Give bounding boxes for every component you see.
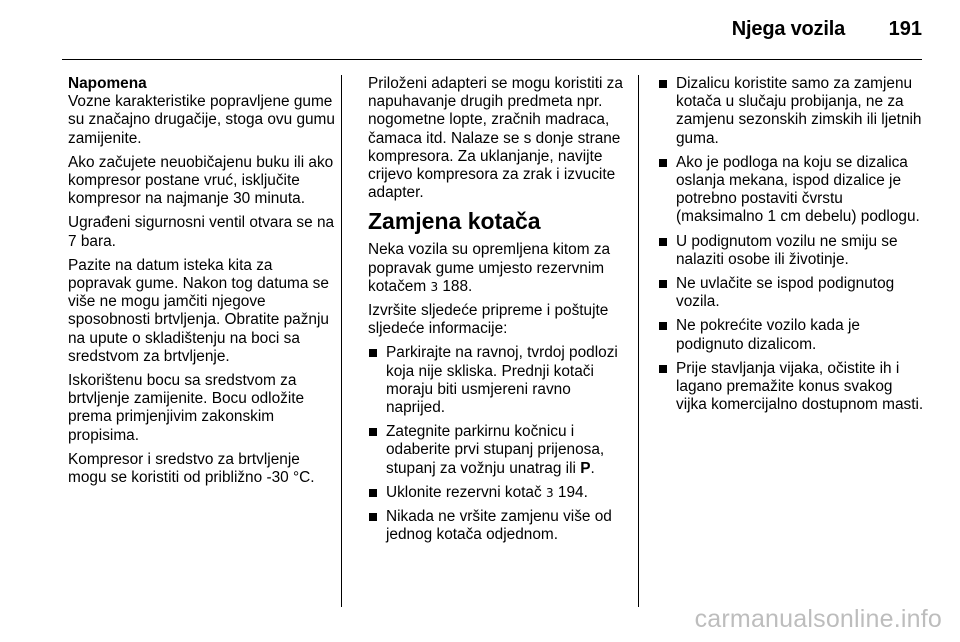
page-header [0, 0, 960, 60]
bullet-square-icon [659, 238, 667, 246]
column-2 [368, 75, 632, 550]
list-item: Ako je podloga na koju se dizalica oslanja mekana, ispod dizalice je potrebno postaviti čvrstu (maksimalno 1 cm debelu) podlogu. [658, 154, 924, 227]
paragraph: Ugrađeni sigurnosni ventil otvara se na 7 bara. [68, 214, 335, 250]
bullet-square-icon [659, 80, 667, 88]
page-number: 191 [888, 18, 922, 40]
list-item: Ne uvlačite se ispod podignutog vozila. [658, 275, 924, 311]
watermark: carmanualsonline.info [694, 605, 942, 633]
bullet-square-icon [369, 349, 377, 357]
paragraph: Pazite na datum isteka kita za popravak gume. Nakon tog datuma se više ne mogu jamčiti njegove sposobnosti brtvljenja. Obratite pažnju na upute o skladištenju na boci sa sredstvom za brtvljenje. [68, 256, 329, 365]
list-item: Uklonite rezervni kotač 3 194. [368, 484, 632, 502]
paragraph: Izvršite sljedeće pripreme i poštujte sljedeće informacije: [368, 302, 609, 338]
paragraph: Kompresor i sredstvo za brtvljenje mogu se koristiti od približno -30 °C. [68, 450, 315, 487]
column-divider-1 [341, 75, 342, 607]
bullet-square-icon [659, 159, 667, 167]
list-item: U podignutom vozilu ne smiju se nalaziti osobe ili životinje. [658, 233, 924, 269]
bullet-list [368, 344, 632, 544]
note-title: Napomena [68, 75, 147, 92]
list-item: Prije stavljanja vijaka, očistite ih i lagano premažite konus svakog vijka komercijalno dostupnom masti. [658, 360, 924, 415]
list-item: Dizalicu koristite samo za zamjenu kotača u slučaju probijanja, ne za zamjenu sezonskih zimskih ili ljetnih guma. [658, 75, 924, 148]
paragraph-text: Neka vozila su opremljena kitom za popravak gume umjesto rezervnim kotačem [368, 241, 611, 295]
page-reference-icon: 3 [430, 279, 439, 294]
bullet-square-icon [659, 365, 667, 373]
gear-letter: P [580, 459, 591, 477]
page-reference[interactable]: 194. [557, 483, 588, 501]
bullet-list [658, 75, 924, 414]
list-item: Ne pokrećite vozilo kada je podignuto dizalicom. [658, 317, 924, 353]
list-item: Zategnite parkirnu kočnicu i odaberite prvi stupanj prijenosa, stupanj za vožnju unatrag ili P. [368, 423, 632, 478]
paragraph [368, 241, 632, 296]
list-item: Nikada ne vršite zamjenu više od jednog kotača odjednom. [368, 508, 632, 544]
bullet-square-icon [659, 322, 667, 330]
bullet-square-icon [659, 280, 667, 288]
section-heading: Zamjena kotača [368, 208, 541, 235]
paragraph: Priloženi adapteri se mogu koristiti za napuhavanje drugih predmeta npr. nogometne lopte, zračnih madraca, čamaca itd. Nalaze se s donje strane kompresora. Za uklanjanje, navijte crijevo kompresora za zrak i izvucite adapter. [368, 75, 623, 202]
bullet-square-icon [369, 428, 377, 436]
column-1 [68, 75, 336, 493]
bullet-square-icon [369, 489, 377, 497]
paragraph: Ako začujete neuobičajenu buku ili ako kompresor postane vruć, isključite kompresor na najmanje 30 minuta. [68, 153, 334, 208]
list-item: Parkirajte na ravnoj, tvrdoj podlozi koja nije skliska. Prednji kotači moraju biti usmjereni ravno naprijed. [368, 344, 632, 417]
header-rule [62, 59, 922, 60]
page-reference-icon: 3 [545, 485, 554, 500]
page-reference[interactable]: 188. [442, 277, 473, 295]
note-text: Vozne karakteristike popravljene gume su značajno drugačije, stoga ovu gumu zamijenite. [68, 93, 335, 147]
column-divider-2 [638, 75, 639, 607]
paragraph: Iskorištenu bocu sa sredstvom za brtvljenje zamijenite. Bocu odložite prema primjenjivim zakonskim propisima. [68, 372, 305, 444]
section-title: Njega vozila [731, 18, 845, 40]
bullet-square-icon [369, 513, 377, 521]
column-3 [658, 75, 924, 420]
